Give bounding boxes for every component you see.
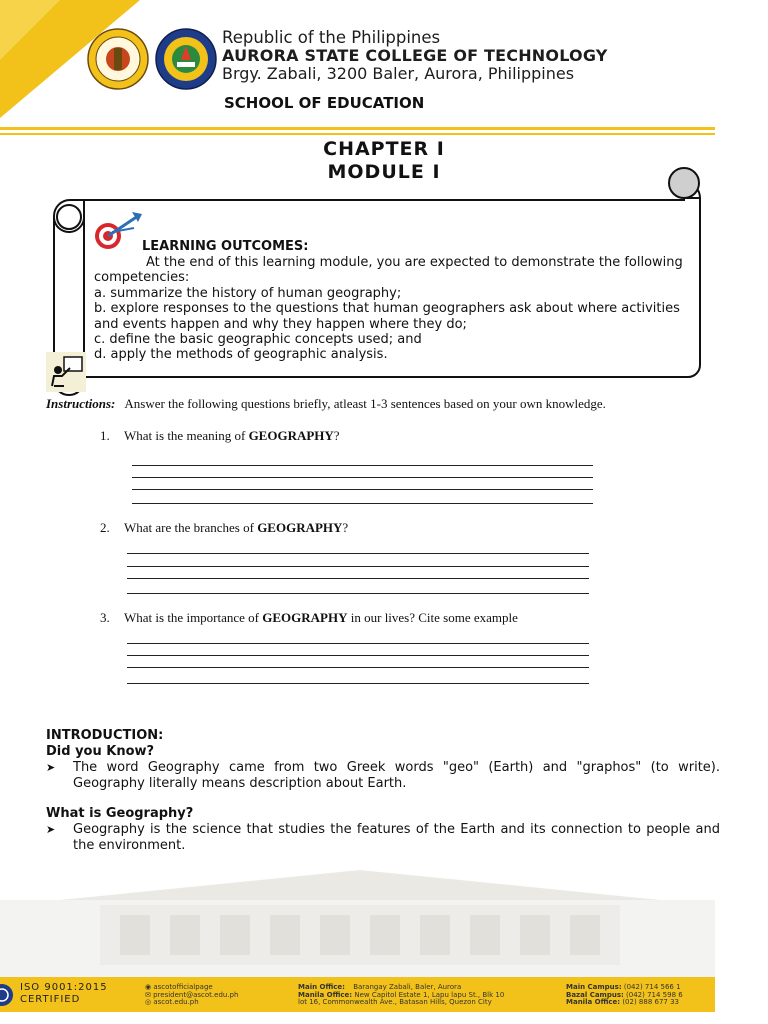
outcome-item: b. explore responses to the questions that human geographers ask about where activities and events happen and why they happen where they do; <box>94 301 680 332</box>
introduction-heading: INTRODUCTION: <box>46 728 164 743</box>
question-text: What is the importance of <box>124 610 263 625</box>
certification-badge-icon <box>0 983 14 1007</box>
answer-line[interactable] <box>127 667 589 668</box>
facebook-link[interactable]: ascotofficialpage <box>153 983 213 991</box>
republic-line: Republic of the Philippines <box>222 28 441 47</box>
target-icon <box>94 210 142 252</box>
globe-icon: ◎ <box>145 998 152 1006</box>
office-label: Manila Office: <box>298 990 353 999</box>
question-number: 2. <box>100 520 110 535</box>
answer-line[interactable] <box>127 566 589 567</box>
iso-label: ISO 9001:2015 <box>20 982 108 993</box>
email-icon: ✉ <box>145 990 151 999</box>
question-3 <box>100 610 518 626</box>
question-keyword: GEOGRAPHY <box>257 520 343 535</box>
arrow-bullet-icon: ➤ <box>46 761 56 774</box>
facebook-icon: ◉ <box>145 983 152 991</box>
footer-offices <box>298 984 504 1007</box>
phone-number: (042) 714 598 6 <box>626 990 683 999</box>
phone-label: Main Campus: <box>566 983 622 991</box>
did-you-know-heading: Did you Know? <box>46 744 155 759</box>
education-seal-icon <box>155 28 217 90</box>
footer-phones <box>566 984 683 1007</box>
definition-bullet <box>46 822 720 853</box>
college-seal-icon <box>87 28 149 90</box>
question-2 <box>100 520 348 536</box>
certified-label: CERTIFIED <box>20 994 81 1005</box>
question-suffix: in our lives? Cite some example <box>347 610 518 625</box>
header-divider-thin <box>0 133 715 135</box>
office-address: Barangay Zabali, Baler, Aurora <box>353 983 462 991</box>
learning-outcomes-title: LEARNING OUTCOMES: <box>142 239 309 254</box>
arrow-bullet-icon: ➤ <box>46 823 56 836</box>
answer-line[interactable] <box>132 477 593 478</box>
instructions-text: Answer the following questions briefly, atleast 1-3 sentences based on your own knowledge. <box>124 396 606 411</box>
teacher-icon <box>46 352 86 392</box>
website-link[interactable]: ascot.edu.ph <box>153 998 199 1006</box>
outcome-item: a. summarize the history of human geography; <box>94 285 402 301</box>
learning-outcomes-intro: At the end of this learning module, you are expected to demonstrate the following competencies: <box>94 255 683 286</box>
footer-contacts <box>145 984 238 1007</box>
phone-number: (02) 888 677 33 <box>622 998 680 1006</box>
question-number: 3. <box>100 610 110 625</box>
answer-line[interactable] <box>127 643 589 644</box>
question-keyword: GEOGRAPHY <box>248 428 334 443</box>
email-link[interactable]: president@ascot.edu.ph <box>153 990 239 999</box>
question-keyword: GEOGRAPHY <box>262 610 348 625</box>
phone-number: (042) 714 566 1 <box>623 983 681 991</box>
phone-label: Bazal Campus: <box>566 990 624 999</box>
fact-text: The word Geography came from two Greek words "geo" (Earth) and "graphos" (to write). Geography literally means description about Earth. <box>73 760 720 791</box>
header-divider <box>0 127 715 130</box>
school-name: SCHOOL OF EDUCATION <box>224 94 425 112</box>
question-number: 1. <box>100 428 110 443</box>
fact-bullet <box>46 760 720 791</box>
module-title: MODULE I <box>327 161 441 183</box>
instructions <box>46 396 606 412</box>
letterhead <box>222 29 608 83</box>
office-address: lot 16, Commonwealth Ave., Batasan Hills, Quezon City <box>298 998 492 1006</box>
answer-line[interactable] <box>127 593 589 594</box>
office-address: New Capitol Estate 1, Lapu lapu St., Blk 10 <box>354 990 505 999</box>
instructions-label: Instructions: <box>46 396 116 411</box>
chapter-title: CHAPTER I <box>323 138 445 160</box>
phone-label: Manila Office: <box>566 998 621 1006</box>
outcome-item: c. define the basic geographic concepts used; and <box>94 332 422 348</box>
question-text: What is the meaning of <box>124 428 249 443</box>
question-1 <box>100 428 340 444</box>
learning-outcomes-body <box>94 255 684 363</box>
question-suffix: ? <box>333 428 340 443</box>
answer-line[interactable] <box>132 489 593 490</box>
definition-text: Geography is the science that studies the features of the Earth and its connection to people and the environment. <box>73 822 720 853</box>
answer-line[interactable] <box>132 503 593 504</box>
college-name: AURORA STATE COLLEGE OF TECHNOLOGY <box>222 46 608 65</box>
outcome-item: d. apply the methods of geographic analysis. <box>94 347 388 363</box>
answer-line[interactable] <box>132 465 593 466</box>
question-suffix: ? <box>342 520 349 535</box>
office-label: Main Office: <box>298 983 345 991</box>
college-address: Brgy. Zabali, 3200 Baler, Aurora, Philippines <box>222 64 575 83</box>
answer-line[interactable] <box>127 655 589 656</box>
question-text: What are the branches of <box>124 520 258 535</box>
answer-line[interactable] <box>127 553 589 554</box>
answer-line[interactable] <box>127 683 589 684</box>
answer-line[interactable] <box>127 578 589 579</box>
what-is-geography-heading: What is Geography? <box>46 806 194 821</box>
iso-certification <box>20 982 108 1006</box>
campus-building-watermark <box>0 860 715 978</box>
